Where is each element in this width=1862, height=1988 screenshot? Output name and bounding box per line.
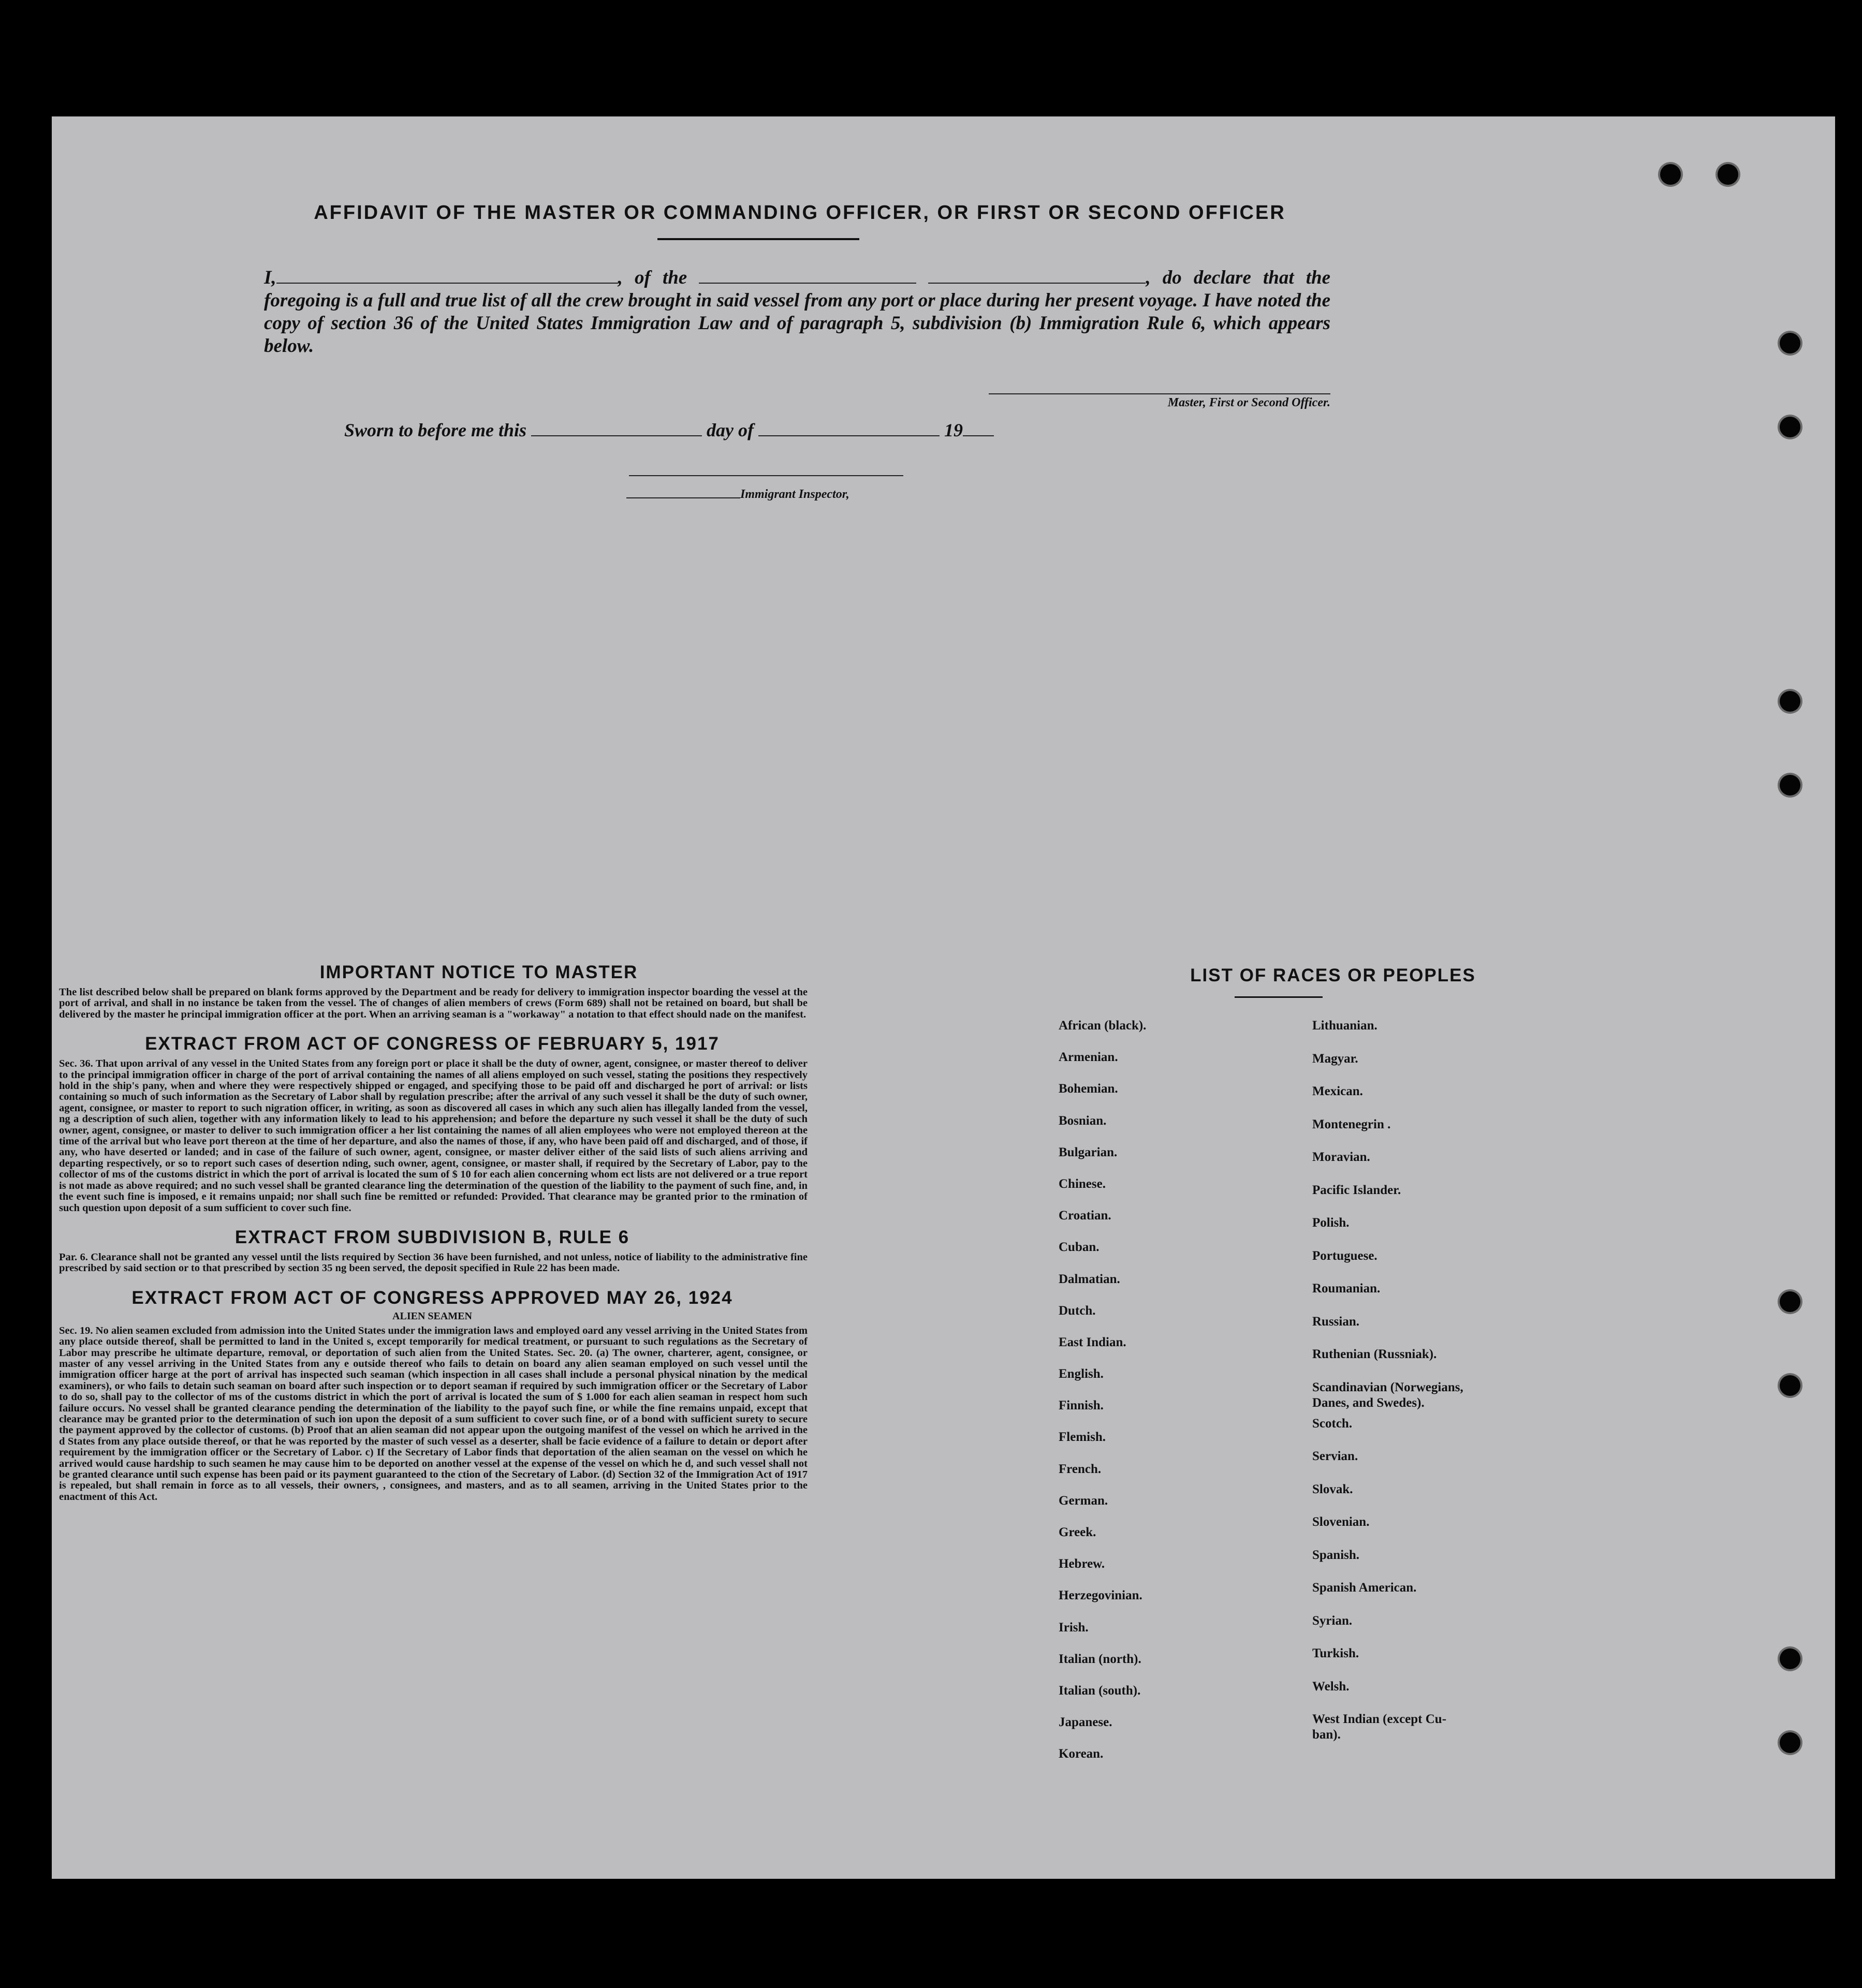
race-item: Pacific Islander. [1312, 1183, 1401, 1197]
race-item: Cuban. [1059, 1240, 1099, 1255]
punch-hole-icon [1718, 164, 1738, 185]
vessel-blank-1 [699, 270, 916, 284]
race-item: Slovak. [1312, 1482, 1353, 1496]
punch-hole-icon [1780, 775, 1800, 796]
declaration-i: I, [264, 267, 276, 288]
races-title-underline [1235, 996, 1323, 998]
notices-column [52, 961, 813, 1515]
act-1917-title: EXTRACT FROM ACT OF CONGRESS OF FEBRUARY 5, 1917 [145, 1034, 720, 1054]
sworn-day-blank [531, 423, 702, 436]
race-item: Greek. [1059, 1525, 1096, 1539]
name-blank [276, 270, 618, 284]
race-item: Servian. [1312, 1449, 1358, 1463]
race-item: Spanish American. [1312, 1581, 1417, 1595]
punch-hole-icon [1660, 164, 1681, 185]
rule-6-text: Par. 6. Clearance shall not be granted any vessel until the lists required by Section 36 have been furnished, and not unless, notice of liability to the administrative fine prescribed by said section or to that prescribed by section 35 ng been served, the deposit specified in Rule 22 has been made. [59, 1251, 808, 1274]
punch-hole-icon [1780, 691, 1800, 712]
race-item: Chinese. [1059, 1176, 1106, 1191]
race-item: Magyar. [1312, 1051, 1358, 1066]
race-item: Italian (north). [1059, 1652, 1141, 1666]
sworn-day-of: day of [707, 420, 754, 440]
race-item: Irish. [1059, 1620, 1089, 1634]
race-item: Roumanian. [1312, 1282, 1381, 1295]
race-item: Spanish. [1312, 1548, 1360, 1562]
race-item: Syrian. [1312, 1613, 1353, 1628]
declaration-of-the: , of the [618, 267, 687, 288]
race-item: African (black). [1059, 1019, 1147, 1033]
sworn-text: Sworn to before me this [344, 420, 527, 440]
race-item: Slovenian. [1312, 1515, 1370, 1529]
affidavit-title-underline [657, 238, 859, 240]
race-item: Russian. [1312, 1314, 1360, 1329]
punch-hole-icon [1780, 1732, 1800, 1753]
race-item: Croatian. [1059, 1209, 1111, 1223]
inspector-line [629, 475, 903, 476]
punch-hole-icon [1780, 1375, 1800, 1396]
race-item: Lithuanian. [1312, 1019, 1377, 1033]
act-1924-text: Sec. 19. No alien seamen excluded from admission into the United States under the immigration laws and employed oard any vessel arriving in the United States from any place outside thereof, shall be permitted to land in the United s, except temporarily for medical treatment, or pursuant to such regulations as the Secretary of Labor may prescribe he ultimate departure, removal, or deportation of such alien from the United States. Sec. 20. (a) The owner, charterer, agent, consignee, or master of any vessel arriving in the United States from any e outside thereof who fails to detain on board any alien seaman employed on such vessel until the immigration officer harge at the port of arrival has inspected such seaman (which inspection in all cases shall include a personal physical nination by the medical examiners), or who fails to detain such seaman on board after such inspection or to deport seaman if required by such immigration officer or the Secretary of Labor to do so, shall pay to the collector of ms of the customs district in which the port of arrival is located the sum of $ 1.000 for each alien seaman in respect hom such failure occurs. No vessel shall be granted clearance pending the determination of the liability to the payof such fine, or while the fine remains unpaid, except that clearance may be granted prior to the determination of such ion upon the deposit of a sum sufficient to cover such fine, or of a bond with sufficient surety to secure the payment approved by the collector of customs. (b) Proof that an alien seaman did not appear upon the outgoing manifest of the vessel on which he arrived in the d States from any place outside thereof, or that he was reported by the master of such vessel as a deserter, shall be facie evidence of a failure to detain or deport after requirement by the immigration officer or the Secretary of Labor. c) If the Secretary of Labor finds that deportation of the alien seaman on the vessel on which he arrived would cause hardship to such seamen he may cause him to be deported on another vessel at the expense of the vessel on which he d, and such vessel shall not be granted clearance until such expense has been paid or its payment guaranteed to the ction of the Secretary of Labor. (d) Section 32 of the Immigration Act of 1917 is repealed, but shall remain in force as to all vessels, their owners, , consignees, and masters, and as to all seamen, arriving in the United States prior to the enactment of this Act. [59, 1324, 808, 1503]
race-item: Welsh. [1312, 1679, 1350, 1694]
sworn-line [344, 419, 1172, 441]
race-item: Scandinavian (Norwegians, Danes, and Swedes). [1312, 1380, 1463, 1410]
race-item: Hebrew. [1059, 1557, 1105, 1571]
race-item: Dutch. [1059, 1303, 1096, 1318]
race-item: Turkish. [1312, 1646, 1359, 1660]
sworn-year-blank [963, 423, 994, 436]
sworn-month-blank [758, 423, 940, 436]
race-item: Armenian. [1059, 1050, 1118, 1065]
race-item: Japanese. [1059, 1715, 1112, 1730]
races-column-2 [1312, 1018, 1499, 1748]
act-1924-title: EXTRACT FROM ACT OF CONGRESS APPROVED MAY 26, 1924 [131, 1287, 733, 1308]
affidavit-title: AFFIDAVIT OF THE MASTER OR COMMANDING OFFICER, OR FIRST OR SECOND OFFICER [314, 202, 1286, 224]
race-item: East Indian. [1059, 1335, 1126, 1349]
important-notice-text: The list described below shall be prepared on blank forms approved by the Department and be ready for delivery to immigration inspector boarding the vessel at the port of arrival, and shall in no instance be taken from the vessel. The of changes of alien members of crews (Form 689) shall not be retained on board, but shall be delivered by the master he principal immigration officer at the port. When an arriving seaman is a "workaway" a notation to that effect should nade on the manifest. [59, 986, 808, 1020]
signature-line [989, 393, 1330, 394]
declaration-text: that the foregoing is a full and true list of all the crew brought in said vessel from any port or place during her present voyage. I have noted the copy of section 36 of the United States Immigration Law and of paragraph 5, subdivision (b) Immigration Rule 6, which appears below. [264, 267, 1331, 357]
punch-hole-icon [1780, 1648, 1800, 1669]
inspector-line-short [626, 497, 740, 498]
races-title: LIST OF RACES OR PEOPLES [1190, 965, 1476, 985]
races-column-1 [1059, 1018, 1276, 1778]
race-item: West Indian (except Cu- ban). [1312, 1712, 1447, 1742]
affidavit-declaration [264, 267, 1330, 358]
act-1924-subtitle: ALIEN SEAMEN [392, 1310, 472, 1322]
rule-6-title: EXTRACT FROM SUBDIVISION B, RULE 6 [234, 1227, 630, 1247]
signature-label: Master, First or Second Officer. [1167, 396, 1330, 409]
race-item: Polish. [1312, 1216, 1350, 1230]
race-item: Mexican. [1312, 1084, 1363, 1098]
race-item: Ruthenian (Russniak). [1312, 1347, 1437, 1361]
race-item: Bohemian. [1059, 1082, 1118, 1096]
race-item: French. [1059, 1462, 1102, 1476]
race-item: Dalmatian. [1059, 1272, 1120, 1286]
race-item: Italian (south). [1059, 1683, 1141, 1698]
act-1917-text: Sec. 36. That upon arrival of any vessel in the United States from any foreign port or place it shall be the duty of owner, agent, consignee, or master thereof to deliver to the principal immigration officer in charge of the port of arrival containing the names of all aliens employed on such vessel, stating the positions they respectively hold in the ship's pany, when and where they were respectively shipped or engaged, and specifying those to be paid off and discharged he port of arrival: or lists containing so much of such information as the Secretary of Labor shall by regulation prescribe; after the arrival of any such vessel it shall be the duty of such owner, agent, consignee, or master to report to such nigration officer, in writing, as soon as discovered all cases in which any such alien has illegally landed from the vessel, ng a description of such alien, together with any information likely to lead to his apprehension; and before the departure ny such vessel it shall be the duty of such owner, agent, consignee, or master to deliver to such immigration officer a her list containing the names of all alien employees who were not employed thereon at the time of the arrival but who leave port thereon at the time of her departure, and also the names of those, if any, who have been paid off and discharged, and of those, if any, who have deserted or landed; and in case of the failure of such owner, agent, consignee, or master deliver either of the said lists of such aliens arriving and departing respectively, or so to report such cases of desertion nding, such owner, agent, consignee, or master shall, if required by the Secretary of Labor, pay to the collector of ms of the customs district in which the port of arrival is located the sum of $ 10 for each alien concerning whom ect lists are not delivered or a true report is not made as above required; and no such vessel shall be granted clearance ling the determination of the question of the liability to the payment of such fine, and, in the event such fine is imposed, e it remains unpaid; nor shall such fine be remitted or refunded: Provided. That clearance may be granted prior to the rmination of such question upon deposit of a sum sufficient to cover such fine. [59, 1058, 808, 1214]
punch-hole-icon [1780, 1291, 1800, 1312]
race-item: Finnish. [1059, 1398, 1104, 1413]
race-item: Bulgarian. [1059, 1145, 1118, 1159]
sworn-year-prefix: 19 [944, 420, 963, 440]
important-notice-title: IMPORTANT NOTICE TO MASTER [319, 962, 638, 982]
race-item: Herzegovinian. [1059, 1588, 1142, 1603]
punch-hole-icon [1780, 417, 1800, 437]
race-item: Bosnian. [1059, 1113, 1107, 1128]
declaration-do-declare: , do declare [1146, 267, 1251, 288]
inspector-label: Immigrant Inspector, [740, 488, 849, 501]
race-item: English. [1059, 1367, 1104, 1381]
document-page [52, 116, 1835, 1879]
punch-hole-icon [1780, 333, 1800, 354]
race-item: Portuguese. [1312, 1248, 1377, 1263]
race-item: Montenegrin . [1312, 1117, 1391, 1131]
vessel-blank-2 [928, 270, 1146, 284]
race-item: German. [1059, 1493, 1108, 1508]
race-item: Flemish. [1059, 1430, 1106, 1445]
race-item: Scotch. [1312, 1416, 1353, 1431]
race-item: Korean. [1059, 1747, 1104, 1761]
race-item: Moravian. [1312, 1150, 1370, 1164]
